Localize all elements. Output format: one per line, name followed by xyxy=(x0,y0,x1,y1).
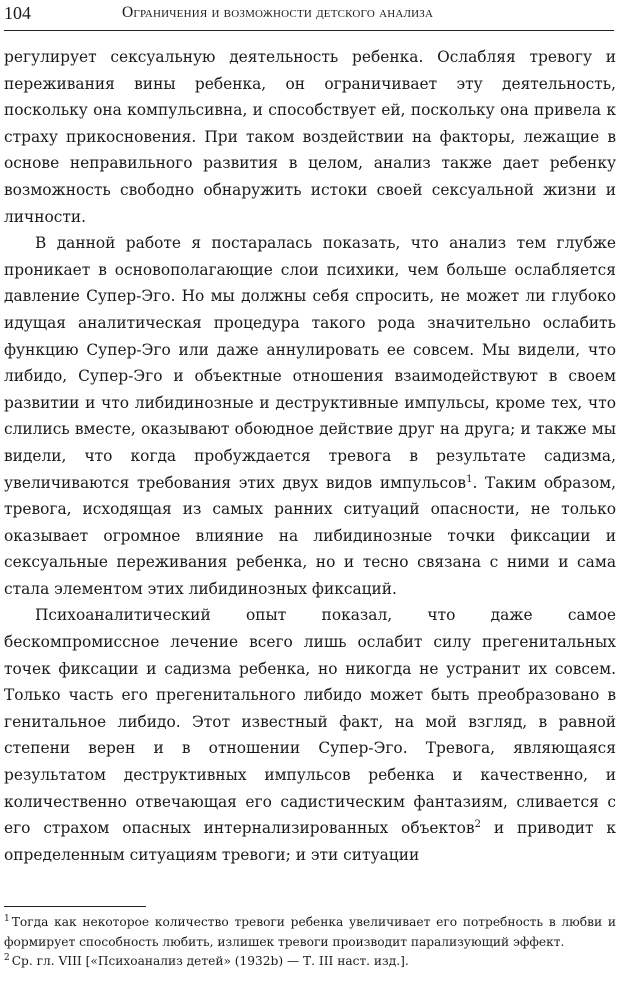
footnote-text: Тогда как некоторое количество тревоги ребенка увеличивает его потребность в любви и формирует способность любить, излишек тревоги производит парализующий эффект. xyxy=(4,915,616,949)
paragraph xyxy=(4,230,616,602)
footnote-rule xyxy=(4,906,146,907)
paragraph xyxy=(4,602,616,868)
page-header xyxy=(4,3,614,29)
footnote-reference: 2 xyxy=(474,819,481,831)
paragraph-text: Психоаналитический опыт показал, что даже самое бескомпромиссное лечение всего лишь ослабит силу прегенитальных точек фиксации и садизма ребенка, но никогда не устранит их совсем. Только часть его прегенитального либидо может быть преобразовано в генитальное либидо. Этот известный факт, на мой взгляд, в равной степени верен и в отношении Супер-Эго. Тревога, являющаяся результатом деструктивных импульсов ребенка и качественно, и количественно отвечающая его садистическим фантазиям, сливается с его страхом опасных интернализированных объектов xyxy=(4,606,616,838)
paragraph-text: В данной работе я постаралась показать, что анализ тем глубже проникает в основополагающие слои психики, чем больше ослабляется давление Супер-Эго. Но мы должны себя спросить, не может ли глубоко идущая аналитическая процедура такого рода значительно ослабить функцию Супер-Эго или даже аннулировать ее совсем. Мы видели, что либидо, Супер-Эго и объектные отношения взаимодействуют в своем развитии и что либидинозные и деструктивные импульсы, кроме тех, что слились вместе, оказывают обоюдное действие друг на друга; и также мы видели, что когда пробуждается тревога в результате садизма, увеличиваются требования этих двух видов импульсов xyxy=(4,234,616,492)
header-rule xyxy=(4,30,614,31)
paragraph-text: и приводит к определенным ситуациям тревоги; и эти ситуации xyxy=(4,819,616,864)
running-title: Ограничения и возможности детского анализа xyxy=(122,4,434,21)
footnote xyxy=(4,913,616,952)
footnote-mark: 1 xyxy=(4,913,10,924)
paragraph-continued: регулирует сексуальную деятельность ребенка. Ослабляя тревогу и переживания вины ребенка, он ограничивает эту деятельность, поскольку она компульсивна, и способствует ей, поскольку она привела к страху прикосновения. При таком воздействии на факторы, лежащие в основе неправильного развития в целом, анализ также дает ребенку возможность свободно обнаружить истоки своей сексуальной жизни и личности. xyxy=(4,48,616,226)
paragraph-text: . Таким образом, тревога, исходящая из самых ранних ситуаций опасности, не только оказывает огромное влияние на либидинозные точки фиксации и сексуальные переживания ребенка, но и тесно связана с ними и сама стала элементом этих либидинозных фиксаций. xyxy=(4,473,616,598)
footnote-text: Ср. гл. VIII [«Психоанализ детей» (1932b) — Т. III наст. изд.]. xyxy=(11,954,409,969)
footnotes xyxy=(4,913,616,972)
body-text xyxy=(4,44,616,868)
footnote-mark: 2 xyxy=(4,953,10,964)
page-number: 104 xyxy=(4,3,31,23)
footnote xyxy=(4,952,616,972)
footnote-reference: 1 xyxy=(466,473,473,485)
